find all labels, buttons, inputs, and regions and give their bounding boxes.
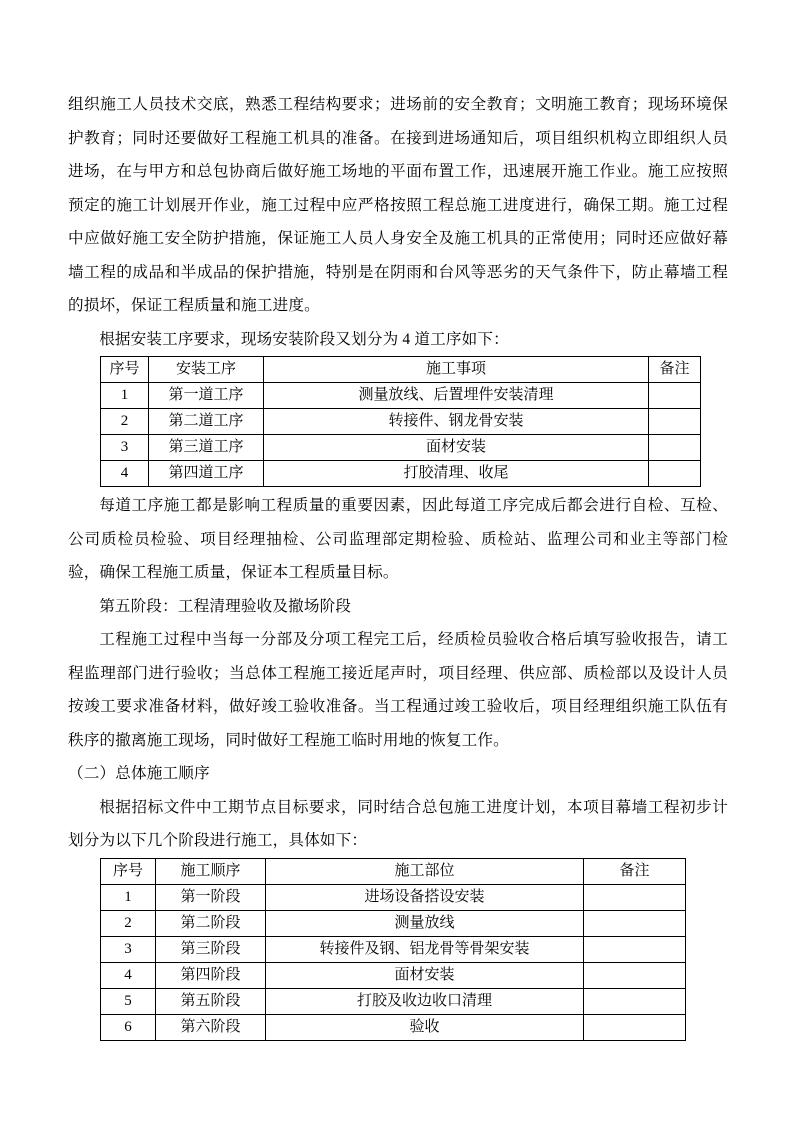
cell-location: 验收	[266, 1014, 584, 1040]
paragraph-quality-inspection: 每道工序施工都是影响工程质量的重要因素，因此每道工序完成后都会进行自检、互检、公司质检员检验、项目经理抽检、公司监理部定期检验、质检站、监理公司和业主等部门检验，确保工程施工质量，保证本工程质量目标。	[68, 497, 728, 581]
paragraph-construction-preparation: 组织施工人员技术交底，熟悉工程结构要求；进场前的安全教育；文明施工教育；现场环境保护教育；同时还要做好工程施工机具的准备。在接到进场通知后，项目组织机构立即组织人员进场，在与甲方和总包协商后做好施工场地的平面布置工作，迅速展开施工作业。施工应按照预定的施工计划展开作业，施工过程中应严格按照工程总施工进度进行，确保工期。施工过程中应做好施工安全防护措施，保证施工人员人身安全及施工机具的正常使用；同时还应做好幕墙工程的成品和半成品的保护措施，特别是在阴雨和台风等恶劣的天气条件下，防止幕墙工程的损坏，保证工程质量和施工进度。	[68, 96, 728, 314]
cell-sequence: 第四阶段	[156, 962, 266, 988]
table-header-row	[101, 858, 686, 884]
cell-sequence: 第三阶段	[156, 936, 266, 962]
cell-remarks	[584, 936, 686, 962]
column-header-remarks: 备注	[649, 357, 701, 383]
column-header-index: 序号	[101, 858, 156, 884]
table-install-processes	[100, 356, 701, 487]
table-row	[101, 409, 701, 435]
cell-index: 4	[101, 461, 149, 487]
table-row	[101, 435, 701, 461]
cell-remarks	[584, 884, 686, 910]
table-header-row	[101, 357, 701, 383]
cell-process: 第四道工序	[149, 461, 264, 487]
cell-process: 第三道工序	[149, 435, 264, 461]
cell-remarks	[649, 383, 701, 409]
cell-items: 面材安装	[264, 435, 649, 461]
cell-index: 6	[101, 1014, 156, 1040]
cell-location: 面材安装	[266, 962, 584, 988]
cell-remarks	[584, 910, 686, 936]
cell-items: 转接件、钢龙骨安装	[264, 409, 649, 435]
table-row	[101, 461, 701, 487]
table-row	[101, 936, 686, 962]
cell-process: 第一道工序	[149, 383, 264, 409]
cell-location: 测量放线	[266, 910, 584, 936]
cell-index: 5	[101, 988, 156, 1014]
cell-location: 进场设备搭设安装	[266, 884, 584, 910]
cell-remarks	[649, 461, 701, 487]
cell-index: 1	[101, 383, 149, 409]
table-row	[101, 1014, 686, 1040]
cell-index: 2	[101, 409, 149, 435]
cell-items: 打胶清理、收尾	[264, 461, 649, 487]
table-row	[101, 383, 701, 409]
column-header-remarks: 备注	[584, 858, 686, 884]
table-install-processes-wrapper	[68, 356, 728, 487]
cell-sequence: 第一阶段	[156, 884, 266, 910]
cell-remarks	[584, 988, 686, 1014]
cell-items: 测量放线、后置埋件安装清理	[264, 383, 649, 409]
paragraph-overall-sequence-intro: 根据招标文件中工期节点目标要求，同时结合总包施工进度计划，本项目幕墙工程初步计划分为以下几个阶段进行施工，具体如下：	[68, 798, 728, 849]
table-construction-phases-wrapper	[68, 858, 728, 1041]
column-header-location: 施工部位	[266, 858, 584, 884]
cell-process: 第二道工序	[149, 409, 264, 435]
section-heading-overall-sequence: （二）总体施工顺序	[68, 765, 210, 782]
table-row	[101, 988, 686, 1014]
paragraph-install-process-intro: 根据安装工序要求，现场安装阶段又划分为 4 道工序如下：	[99, 330, 509, 348]
table-construction-phases	[100, 858, 686, 1041]
paragraph-acceptance-and-withdrawal: 工程施工过程中当每一分部及分项工程完工后，经质检员验收合格后填写验收报告，请工程监理部门进行验收；当总体工程施工接近尾声时，项目经理、供应部、质检部以及设计人员按竣工要求准备材料，做好竣工验收准备。当工程通过竣工验收后，项目经理组织施工队伍有秩序的撤离施工现场，同时做好工程施工临时用地的恢复工作。	[68, 631, 728, 749]
cell-index: 3	[101, 936, 156, 962]
table-row	[101, 962, 686, 988]
document-body	[68, 88, 728, 1041]
cell-index: 3	[101, 435, 149, 461]
cell-index: 1	[101, 884, 156, 910]
cell-remarks	[649, 435, 701, 461]
paragraph-phase-five-heading: 第五阶段：工程清理验收及撤场阶段	[99, 597, 352, 615]
cell-index: 2	[101, 910, 156, 936]
column-header-items: 施工事项	[264, 357, 649, 383]
column-header-index: 序号	[101, 357, 149, 383]
table-row	[101, 884, 686, 910]
column-header-process: 安装工序	[149, 357, 264, 383]
cell-location: 打胶及收边收口清理	[266, 988, 584, 1014]
cell-index: 4	[101, 962, 156, 988]
cell-sequence: 第五阶段	[156, 988, 266, 1014]
cell-location: 转接件及钢、铝龙骨等骨架安装	[266, 936, 584, 962]
cell-remarks	[649, 409, 701, 435]
cell-sequence: 第二阶段	[156, 910, 266, 936]
cell-remarks	[584, 1014, 686, 1040]
cell-remarks	[584, 962, 686, 988]
cell-sequence: 第六阶段	[156, 1014, 266, 1040]
column-header-sequence: 施工顺序	[156, 858, 266, 884]
table-row	[101, 910, 686, 936]
